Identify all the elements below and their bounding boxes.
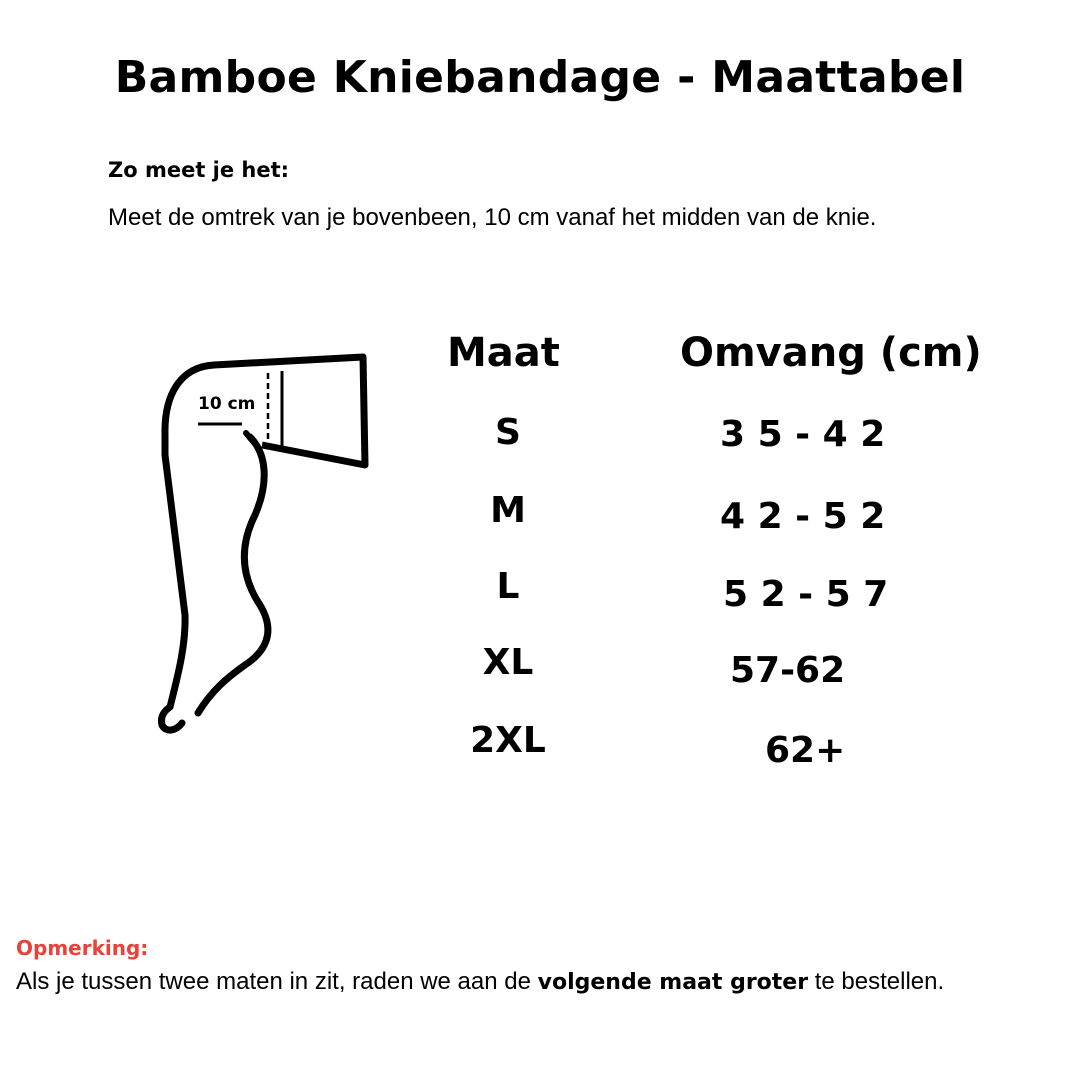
- leg-measurement-icon: [150, 345, 380, 749]
- size-cell: L: [496, 566, 520, 607]
- note-text-bold: volgende maat groter: [537, 970, 809, 995]
- note-heading: Opmerking:: [16, 936, 149, 960]
- range-cell: 5 2 - 5 7: [723, 574, 889, 615]
- range-column-header: Omvang (cm): [680, 330, 982, 376]
- note-text-before: Als je tussen twee maten in zit, raden we aan de: [16, 968, 538, 995]
- page-title: Bamboe Kniebandage - Maattabel: [114, 52, 966, 103]
- size-cell: S: [495, 412, 521, 453]
- size-column-header: Maat: [447, 330, 560, 376]
- range-cell: 3 5 - 4 2: [720, 414, 886, 455]
- range-cell: 4 2 - 5 2: [720, 496, 886, 537]
- size-cell: M: [490, 490, 526, 531]
- range-cell: 62+: [765, 730, 846, 771]
- note-text: [16, 964, 1053, 1000]
- note-text-after: te bestellen.: [808, 968, 945, 995]
- measure-label: 10 cm: [198, 394, 256, 414]
- range-cell: 57-62: [730, 650, 846, 691]
- note: [16, 936, 1053, 1000]
- size-cell: XL: [482, 642, 534, 683]
- instructions-text: Meet de omtrek van je bovenbeen, 10 cm vanaf het midden van de knie.: [108, 204, 877, 231]
- instructions-heading: Zo meet je het:: [108, 158, 290, 182]
- size-cell: 2XL: [470, 720, 546, 761]
